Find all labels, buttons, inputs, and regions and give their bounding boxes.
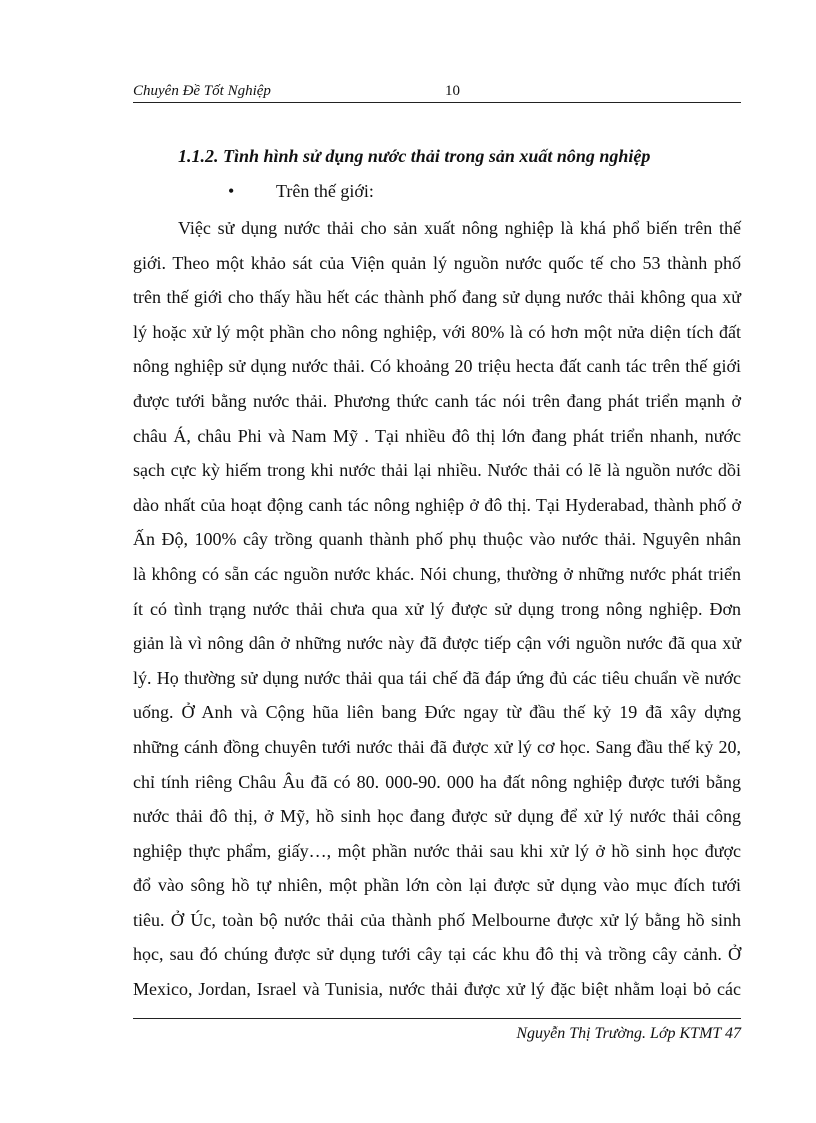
paragraph-line: sạch cực kỳ hiếm trong khi nước thải lại nhiều. Nước thải có lẽ là nguồn nước dồi [133, 460, 741, 481]
page-footer [133, 1018, 741, 1042]
header-document-title: Chuyên Đề Tốt Nghiệp [133, 83, 271, 99]
section-heading: 1.1.2. Tình hình sử dụng nước thải trong sản xuất nông nghiệp [178, 146, 651, 166]
paragraph-line: lý. Họ thường sử dụng nước thải qua tái chế đã đáp ứng đủ các tiêu chuẩn về nước [133, 667, 741, 688]
bullet-item [228, 181, 374, 202]
paragraph-line: nông nghiệp sử dụng nước thải. Có khoảng 20 triệu hecta đất canh tác trên thế giới [133, 356, 741, 377]
bullet-label: Trên thế giới: [276, 181, 374, 201]
paragraph-line: ít có tình trạng nước thải chưa qua xử lý được sử dụng trong nông nghiệp. Đơn [133, 598, 741, 619]
paragraph-line: những cánh đồng chuyên tưới nước thải đã được xử lý cơ học. Sang đầu thế kỷ 20, [133, 736, 741, 757]
paragraph-line: Việc sử dụng nước thải cho sản xuất nông nghiệp là khá phổ biến trên thế [178, 218, 741, 238]
paragraph-line: châu Á, châu Phi và Nam Mỹ . Tại nhiều đô thị lớn đang phát triển nhanh, nước [133, 425, 741, 446]
paragraph-line: chỉ tính riêng Châu Âu đã có 80. 000-90. 000 ha đất nông nghiệp được tưới bằng [133, 771, 741, 792]
bullet-icon: • [228, 181, 235, 201]
paragraph-line: giới. Theo một khảo sát của Viện quản lý nguồn nước quốc tế cho 53 thành phố [133, 252, 741, 273]
paragraph-line: giản là vì nông dân ở những nước này đã được tiếp cận với nguồn nước đã qua xử [133, 633, 741, 654]
paragraph-line: học, sau đó chúng được sử dụng tưới cây tại các khu đô thị và trồng cây cảnh. Ở [133, 944, 741, 965]
paragraph-line: đổ vào sông hồ tự nhiên, một phần lớn còn lại được sử dụng vào mục đích tưới [133, 875, 741, 896]
paragraph-line: là không có sẵn các nguồn nước khác. Nói chung, thường ở những nước phát triển [133, 563, 741, 584]
paragraph-line: uống. Ở Anh và Cộng hũa liên bang Đức ngay từ đầu thế kỷ 19 đã xây dựng [133, 702, 741, 723]
footer-author-class: Nguyễn Thị Trường. Lớp KTMT 47 [516, 1025, 741, 1042]
body-paragraph [133, 211, 741, 1007]
paragraph-line: lý hoặc xử lý một phần cho nông nghiệp, với 80% là có hơn một nửa diện tích đất [133, 321, 741, 342]
paragraph-line: tiêu. Ở Úc, toàn bộ nước thải của thành phố Melbourne được xử lý bằng hồ sinh [133, 909, 741, 930]
paragraph-line: được tưới bằng nước thải. Phương thức canh tác nói trên đang phát triển mạnh ở [133, 390, 741, 411]
paragraph-line: Ấn Độ, 100% cây trồng quanh thành phố phụ thuộc vào nước thải. Nguyên nhân [133, 529, 741, 550]
header-page-number: 10 [445, 83, 460, 99]
paragraph-line: nước thải đô thị, ở Mỹ, hồ sinh học đang được sử dụng để xử lý nước thải công [133, 806, 741, 827]
paragraph-line: nghiệp thực phẩm, giấy…, một phần nước thải sau khi xử lý ở hồ sinh học được [133, 840, 741, 861]
paragraph-line: dào nhất của hoạt động canh tác nông nghiệp ở đô thị. Tại Hyderabad, thành phố ở [133, 494, 741, 515]
paragraph-line: Mexico, Jordan, Israel và Tunisia, nước thải được xử lý đặc biệt nhằm loại bỏ các [133, 979, 741, 1000]
page-header [133, 80, 741, 103]
paragraph-line: trên thế giới cho thấy hầu hết các thành phố đang sử dụng nước thải không qua xử [133, 287, 741, 308]
